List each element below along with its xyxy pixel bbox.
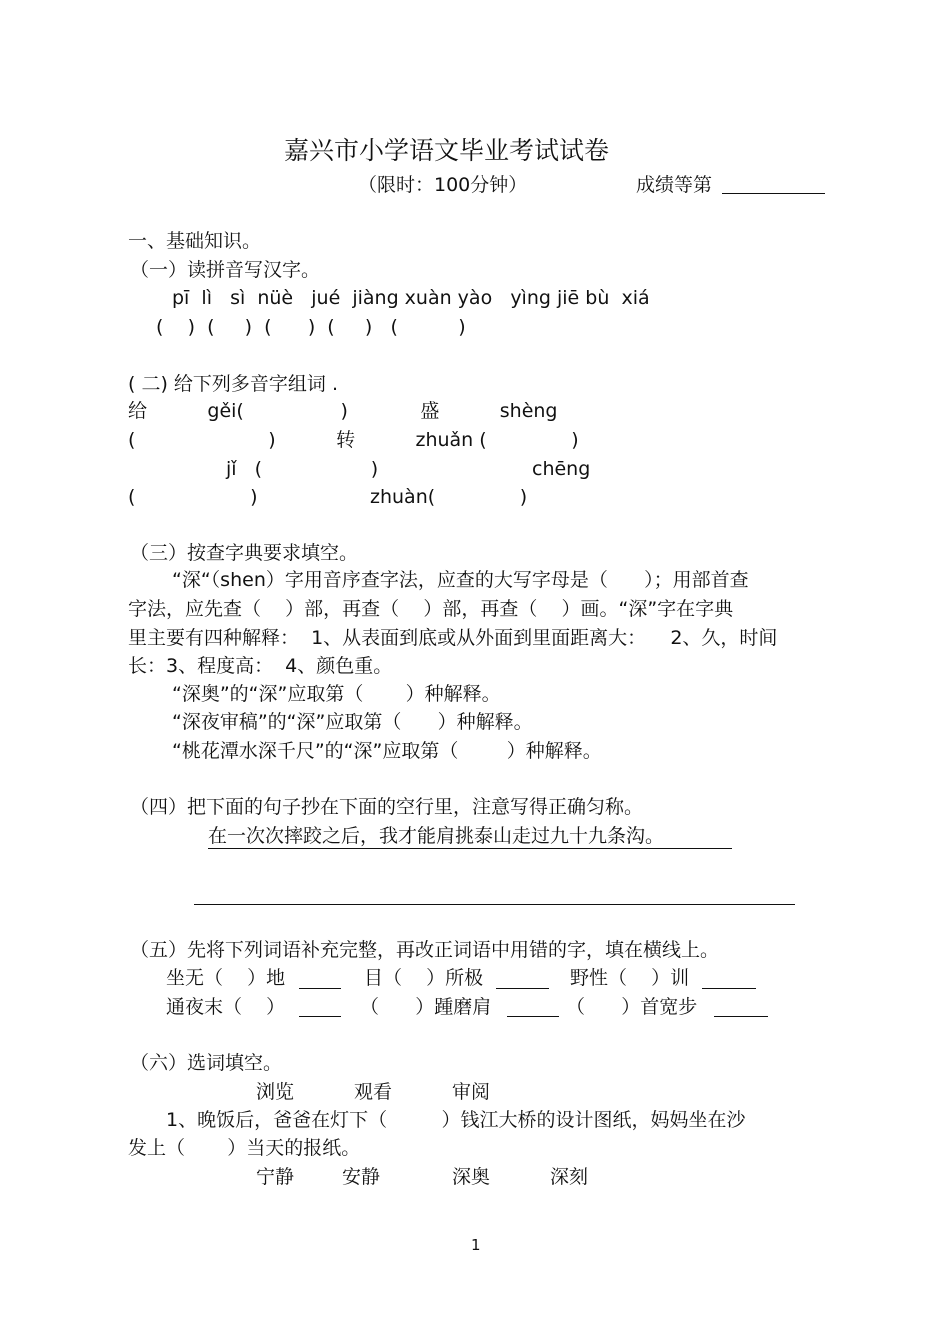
dictionary-para-3: 里主要有四种解释： 1、从表面到底或从外面到里面距离大： 2、久，时间 — [128, 627, 778, 649]
answer-line[interactable] — [507, 1016, 559, 1017]
idiom-item: （ ）首宽步 — [566, 996, 698, 1018]
time-limit: （限时：100分钟） — [358, 174, 528, 196]
answer-line[interactable] — [714, 1016, 768, 1017]
polyphone-line-3: jǐ ( ) — [226, 458, 379, 480]
dictionary-para-4: 长：3、程度高： 4、颜色重。 — [128, 655, 393, 677]
answer-line[interactable] — [702, 988, 756, 989]
part6-heading: （六）选词填空。 — [130, 1052, 283, 1074]
fill-question-1: 1、晚饭后，爸爸在灯下（ ）钱江大桥的设计图纸，妈妈坐在沙 — [166, 1109, 746, 1131]
idiom-item: 坐无（ ）地 — [166, 967, 286, 989]
polyphone-line-1: 给 gěi( ) 盛 shèng — [128, 400, 558, 422]
grade-label: 成绩等第 — [636, 174, 713, 196]
idiom-item: 野性（ ）训 — [570, 967, 690, 989]
word-choice: 审阅 — [452, 1081, 491, 1103]
section-heading: 一、基础知识。 — [128, 230, 262, 252]
word-choice: 浏览 — [256, 1081, 295, 1103]
polyphone-cheng: chēng — [532, 458, 591, 480]
answer-line[interactable] — [496, 988, 549, 989]
meaning-question-2: “深夜审稿”的“深”应取第（ ）种解释。 — [172, 711, 533, 733]
sentence-underline — [208, 848, 732, 849]
polyphone-zhuan: zhuàn( ) — [370, 486, 528, 508]
answer-blanks[interactable]: ( ) ( ) ( ) ( ) ( ) — [156, 316, 466, 338]
page-number: 1 — [471, 1236, 481, 1254]
word-choice: 安静 — [342, 1166, 381, 1188]
part5-heading: （五）先将下列词语补充完整，再改正词语中用错的字，填在横线上。 — [130, 939, 720, 961]
dictionary-para-2: 字法，应先查（ ）部，再查（ ）部，再查（ ）画。“深”字在字典 — [128, 598, 734, 620]
meaning-question-1: “深奥”的“深”应取第（ ）种解释。 — [172, 683, 501, 705]
page-title: 嘉兴市小学语文毕业考试试卷 — [284, 136, 610, 165]
idiom-item: 目（ ）所极 — [364, 967, 484, 989]
word-choice: 深刻 — [550, 1166, 589, 1188]
fill-question-1-cont: 发上（ ）当天的报纸。 — [128, 1137, 361, 1159]
part1-heading: （一）读拼音写汉字。 — [130, 259, 321, 281]
pinyin-line: pī lì sì nüè jué jiàng xuàn yào yìng jiē bù xiá — [172, 287, 650, 309]
idiom-item: （ ）踵磨肩 — [360, 996, 492, 1018]
word-choice: 宁静 — [256, 1166, 295, 1188]
word-choice: 观看 — [354, 1081, 393, 1103]
part3-heading: （三）按查字典要求填空。 — [130, 542, 359, 564]
part2-heading: ( 二) 给下列多音字组词 . — [128, 373, 338, 395]
dictionary-para-1: “深“（shen）字用音序查字法，应查的大写字母是（ ）；用部首查 — [172, 569, 749, 591]
part4-heading: （四）把下面的句子抄在下面的空行里，注意写得正确匀称。 — [130, 796, 644, 818]
grade-blank-line[interactable] — [722, 193, 825, 194]
idiom-item: 通夜末（ ） — [166, 996, 286, 1018]
copy-answer-line[interactable] — [194, 904, 795, 905]
word-choice: 深奥 — [452, 1166, 491, 1188]
answer-line[interactable] — [299, 988, 341, 989]
polyphone-line-2: ( ) 转 zhuǎn ( ) — [128, 429, 579, 451]
meaning-question-3: “桃花潭水深千尺”的“深”应取第（ ）种解释。 — [172, 740, 602, 762]
polyphone-line-4: ( ) — [128, 486, 258, 508]
copy-sentence: 在一次次摔跤之后，我才能肩挑泰山走过九十九条沟。 — [208, 825, 665, 847]
answer-line[interactable] — [299, 1016, 341, 1017]
